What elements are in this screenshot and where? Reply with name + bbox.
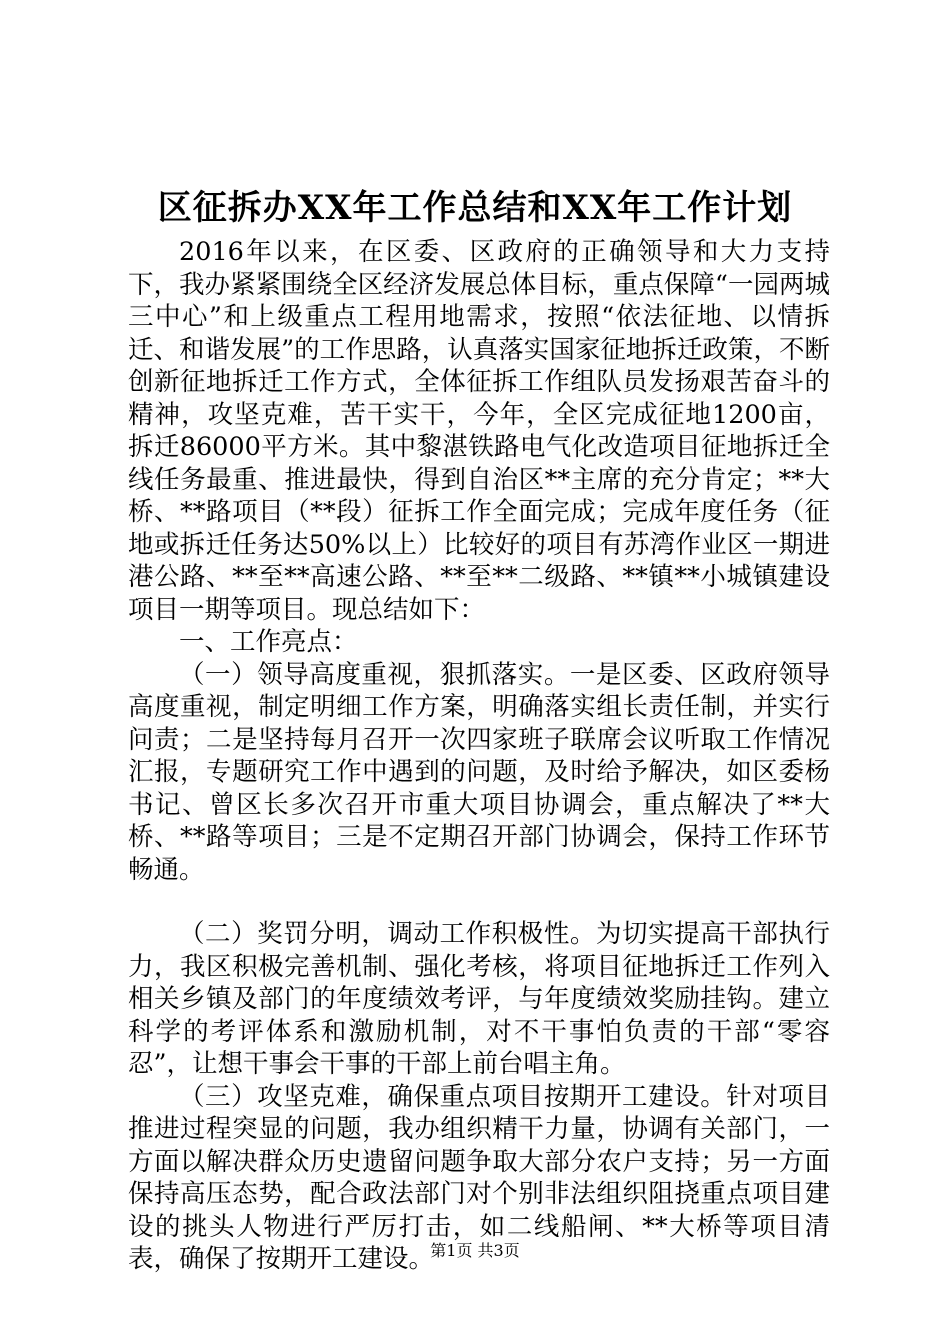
- document-body: [128, 236, 830, 1276]
- page-footer: 第1页 共3页: [430, 1241, 520, 1260]
- paragraph-key-projects: （三）攻坚克难，确保重点项目按期开工建设。针对项目推进过程突显的问题，我办组织精干力量，协调有关部门，一方面以解决群众历史遗留问题争取大部分农户支持；另一方面保持高压态势，配合政法部门对个别非法组织阻挠重点项目建设的挑头人物进行严厉打击，如二线船闸、**大桥等项目清表，确保了按期开工建设。: [128, 1081, 830, 1274]
- paragraph-rewards: （二）奖罚分明，调动工作积极性。为切实提高干部执行力，我区积极完善机制、强化考核，将项目征地拆迁工作列入相关乡镇及部门的年度绩效考评，与年度绩效奖励挂钩。建立科学的考评体系和激励机制，对不干事怕负责的干部“零容忍”，让想干事会干事的干部上前台唱主角。: [128, 919, 830, 1079]
- paragraph-leadership: （一）领导高度重视，狠抓落实。一是区委、区政府领导高度重视，制定明细工作方案，明确落实组长责任制，并实行问责；二是坚持每月召开一次四家班子联席会议听取工作情况汇报，专题研究工作中遇到的问题，及时给予解决，如区委杨书记、曾区长多次召开市重大项目协调会，重点解决了**大桥、**路等项目；三是不定期召开部门协调会，保持工作环节畅通。: [128, 659, 830, 885]
- document-title: 区征拆办XX年工作总结和XX年工作计划: [157, 188, 793, 228]
- intro-paragraph: 2016年以来，在区委、区政府的正确领导和大力支持下，我办紧紧围绕全区经济发展总体目标，重点保障“一园两城三中心”和上级重点工程用地需求，按照“依法征地、以情拆迁、和谐发展”的工作思路，认真落实国家征地拆迁政策，不断创新征地拆迁工作方式，全体征拆工作组队员发扬艰苦奋斗的精神，攻坚克难，苦干实干，今年，全区完成征地1200亩，拆迁86000平方米。其中黎湛铁路电气化改造项目征地拆迁全线任务最重、推进最快，得到自治区**主席的充分肯定；**大桥、**路项目（**段）征拆工作全面完成；完成年度任务（征地或拆迁任务达50%以上）比较好的项目有苏湾作业区一期进港公路、**至**高速公路、**至**二级路、**镇**小城镇建设项目一期等项目。现总结如下：: [128, 237, 830, 625]
- section-heading-highlights: 一、工作亮点：: [179, 627, 358, 657]
